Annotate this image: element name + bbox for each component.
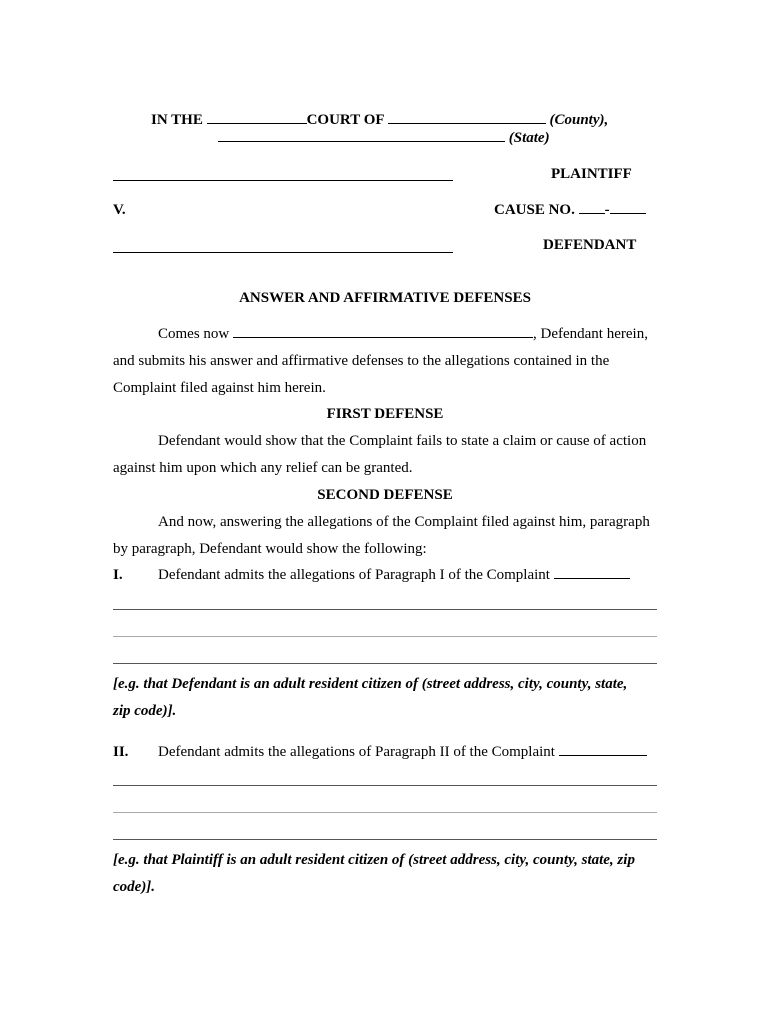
cause-number-blank-1[interactable] [579, 212, 605, 214]
defendant-herein-text: , Defendant herein, [533, 326, 648, 342]
paragraph-admission-text: Defendant admits the allegations of Paragraph II of the Complaint [158, 744, 555, 760]
answer-line[interactable] [113, 609, 657, 610]
plaintiff-label: PLAINTIFF [551, 166, 632, 182]
defendant-label: DEFENDANT [543, 237, 637, 253]
second-defense-line-1: And now, answering the allegations of the Complaint filed against him, paragraph [158, 514, 650, 530]
second-defense-line-2: by paragraph, Defendant would show the following: [113, 541, 427, 557]
answer-line[interactable] [113, 812, 657, 813]
paragraph-admission-text: Defendant admits the allegations of Paragraph I of the Complaint [158, 567, 550, 583]
second-defense-heading: SECOND DEFENSE [317, 487, 453, 503]
in-the-label: IN THE [151, 112, 203, 128]
court-name-blank[interactable] [207, 122, 307, 124]
paragraph-example-line-2: code)]. [113, 879, 156, 895]
court-of-label: COURT OF [306, 112, 384, 128]
intro-line-3: Complaint filed against him herein. [113, 380, 326, 396]
state-caption-line [218, 130, 550, 147]
paragraph-example-line-1: [e.g. that Defendant is an adult resident citizen of (street address, city, county, state, [113, 676, 628, 692]
paragraph-example-line-1: [e.g. that Plaintiff is an adult resident citizen of (street address, city, county, state, zip [113, 852, 635, 868]
document-title: ANSWER AND AFFIRMATIVE DEFENSES [239, 290, 531, 306]
comes-now-text: Comes now [158, 326, 230, 342]
paragraph-number: I. [113, 567, 123, 583]
cause-dash: - [604, 202, 610, 218]
intro-line-1 [158, 326, 648, 343]
county-blank[interactable] [388, 122, 546, 124]
answer-line[interactable] [113, 839, 657, 840]
county-label: (County), [549, 112, 609, 128]
paragraph-example-line-2: zip code)]. [113, 703, 177, 719]
versus-label: V. [113, 202, 126, 218]
answer-line[interactable] [113, 663, 657, 664]
defendant-name-blank[interactable] [113, 252, 453, 253]
paragraph-answer-blank[interactable] [554, 577, 630, 579]
paragraph-number: II. [113, 744, 129, 760]
first-defense-heading: FIRST DEFENSE [326, 406, 444, 422]
answer-line[interactable] [113, 636, 657, 637]
paragraph-admission-line [158, 567, 630, 584]
cause-number-line [494, 202, 646, 219]
court-caption-line [151, 112, 608, 129]
first-defense-line-2: against him upon which any relief can be granted. [113, 460, 413, 476]
intro-line-2: and submits his answer and affirmative defenses to the allegations contained in the [113, 353, 610, 369]
cause-no-label: CAUSE NO. [494, 202, 575, 218]
plaintiff-name-blank[interactable] [113, 180, 453, 181]
state-label: (State) [508, 130, 550, 146]
paragraph-answer-blank[interactable] [559, 754, 647, 756]
defendant-name-field[interactable] [233, 336, 533, 338]
paragraph-admission-line [158, 744, 647, 761]
first-defense-line-1: Defendant would show that the Complaint fails to state a claim or cause of action [158, 433, 647, 449]
cause-number-blank-2[interactable] [610, 212, 646, 214]
answer-line[interactable] [113, 785, 657, 786]
state-blank[interactable] [218, 140, 505, 142]
